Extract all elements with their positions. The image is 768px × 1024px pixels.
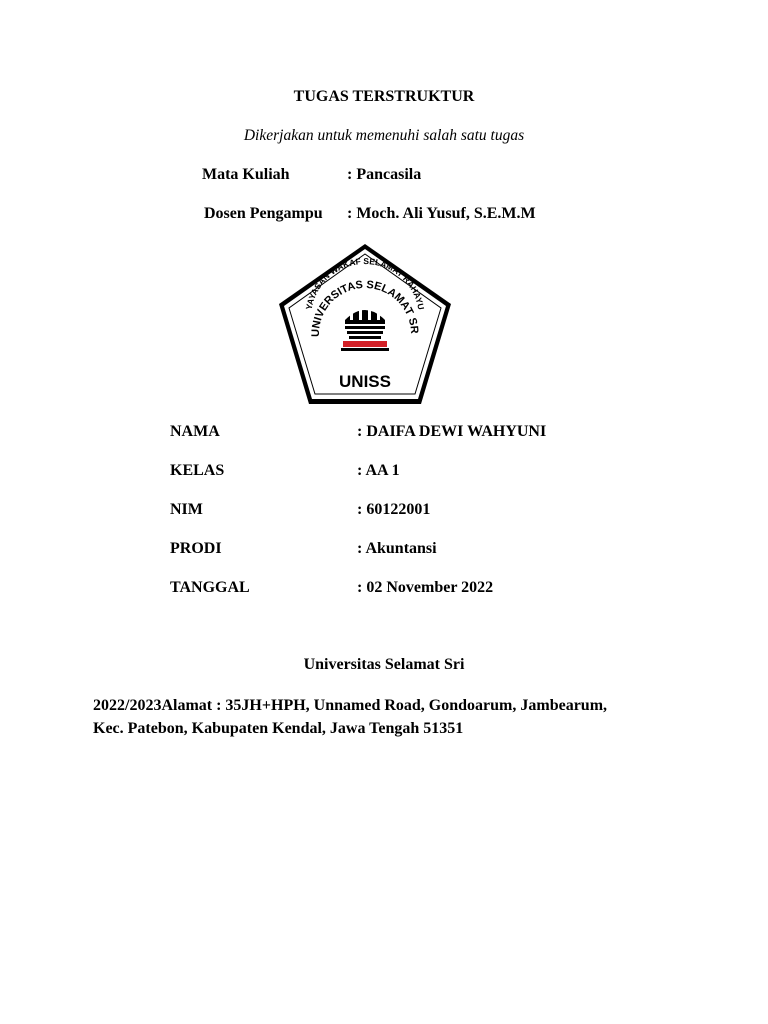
student-row-nim <box>0 501 768 523</box>
course-label: Mata Kuliah <box>202 166 290 183</box>
info-value: : 60122001 <box>357 501 431 518</box>
info-label: KELAS <box>170 462 225 479</box>
document-subtitle: Dikerjakan untuk memenuhi salah satu tugas <box>243 127 525 144</box>
course-value: : Pancasila <box>347 166 422 183</box>
info-value: : AA 1 <box>357 462 400 479</box>
address-block <box>93 694 693 740</box>
document-title: TUGAS TERSTRUKTUR <box>293 88 475 105</box>
student-row-name <box>0 423 768 445</box>
logo-ring-text: YAYASAN WAKAF SELAMAT RAHAYU <box>303 255 427 311</box>
info-label: TANGGAL <box>170 579 250 596</box>
info-label: NAMA <box>170 423 220 440</box>
info-value: : DAIFA DEWI WAHYUNI <box>357 423 547 440</box>
university-name: Universitas Selamat Sri <box>303 656 465 673</box>
info-label: PRODI <box>170 540 222 557</box>
info-label: NIM <box>170 501 203 518</box>
logo-name-text: UNIVERSITAS SELAMAT SR <box>309 278 421 338</box>
student-row-program <box>0 540 768 562</box>
info-value: : Akuntansi <box>357 540 437 557</box>
address-line: 2022/2023Alamat : 35JH+HPH, Unnamed Road, Gondoarum, Jambearum, <box>93 697 608 714</box>
info-value: : 02 November 2022 <box>357 579 494 596</box>
logo-red-base <box>343 341 387 347</box>
course-row-subject <box>0 166 768 188</box>
logo-abbreviation: UNISS <box>339 372 391 391</box>
course-value: : Moch. Ali Yusuf, S.E.M.M <box>347 205 536 222</box>
university-logo <box>275 240 455 408</box>
course-row-lecturer <box>0 205 768 227</box>
student-row-class <box>0 462 768 484</box>
student-row-date <box>0 579 768 601</box>
address-line: Kec. Patebon, Kabupaten Kendal, Jawa Tengah 51351 <box>93 720 464 737</box>
course-label: Dosen Pengampu <box>204 205 323 222</box>
